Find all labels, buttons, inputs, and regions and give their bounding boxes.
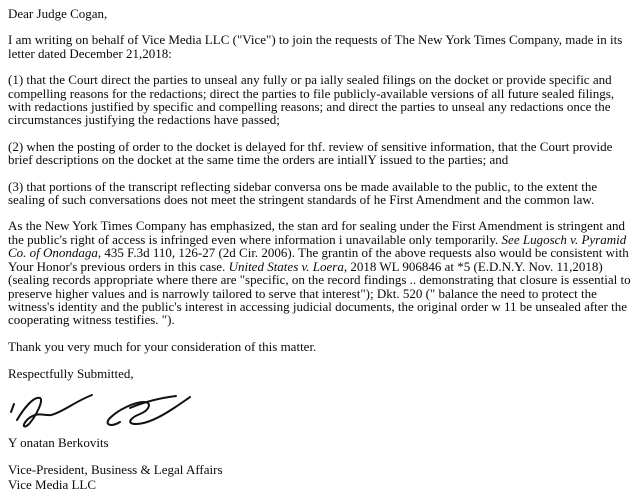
argument-segment: , 2018 WL 906846 at *5 (E.D.N.Y. Nov. 11,2018) (sealing records appropriate where there are "specific, on the record findings .. demonstrating that closure is essential to preserve higher values and is narrowly tailored to serve that interest"); Dkt. 520 (" balance the need to protect the witness's identity and the public's interest in accessing judicial documents, the original order w 11 be unsealed after the cooperating witness testifies. "). [8,258,631,328]
request-1-paragraph: (1) that the Court direct the parties to unseal any fully or pa ially sealed filings on the docket or provide specific and compelling reasons for the redactions; direct the parties to file publicly-available versions of all future sealed filings, with redactions justified by specific and compelling reasons; and direct the parties to unseal any redactions once the circumstances justifying the redactions have passed; [8,72,615,128]
signer-title: Vice-President, Business & Legal Affairs [8,461,223,477]
salutation: Dear Judge Cogan, [8,6,108,21]
signer-name: Y onatan Berkovits [8,434,109,450]
request-2-paragraph: (2) when the posting of order to the docket is delayed for thf. review of sensitive information, that the Court provide brief descriptions on the docket at the same time the orders are intiallY issued to the parties; and [8,138,613,168]
case-citation-loera: United States v. Loera [228,258,344,274]
thanks-paragraph: Thank you very much for your consideration of this matter. [8,338,317,354]
handwritten-signature-image [8,384,631,432]
signer-company: Vice Media LLC [8,476,97,492]
closing-line: Respectfully Submitted, [8,366,134,382]
intro-paragraph: I am writing on behalf of Vice Media LLC ("Vice") to join the requests of The New York Times Company, made in its letter dated December 21,2018: [8,32,623,61]
request-3-paragraph: (3) that portions of the transcript reflecting sidebar conversa ons be made available to the public, to the extent the sealing of such conversations does not meet the stringent standards of he First Amendment and the common law. [8,178,598,208]
case-citation-lugosch: See Lugosch v. Pyramid Co. of Onondaga [8,231,627,261]
argument-segment: As the New York Times Company has emphasized, the stan ard for sealing under the First Amendment is stringent and the public's right of access is infringed even where information i unavailable only temporarily. [8,218,626,247]
argument-paragraph [8,219,631,326]
argument-segment: , 435 F.3d 110, 126-27 (2d Cir. 2006). The grantin of the above requests also would be consistent with Your Honor's previous orders in this case. [8,245,629,274]
